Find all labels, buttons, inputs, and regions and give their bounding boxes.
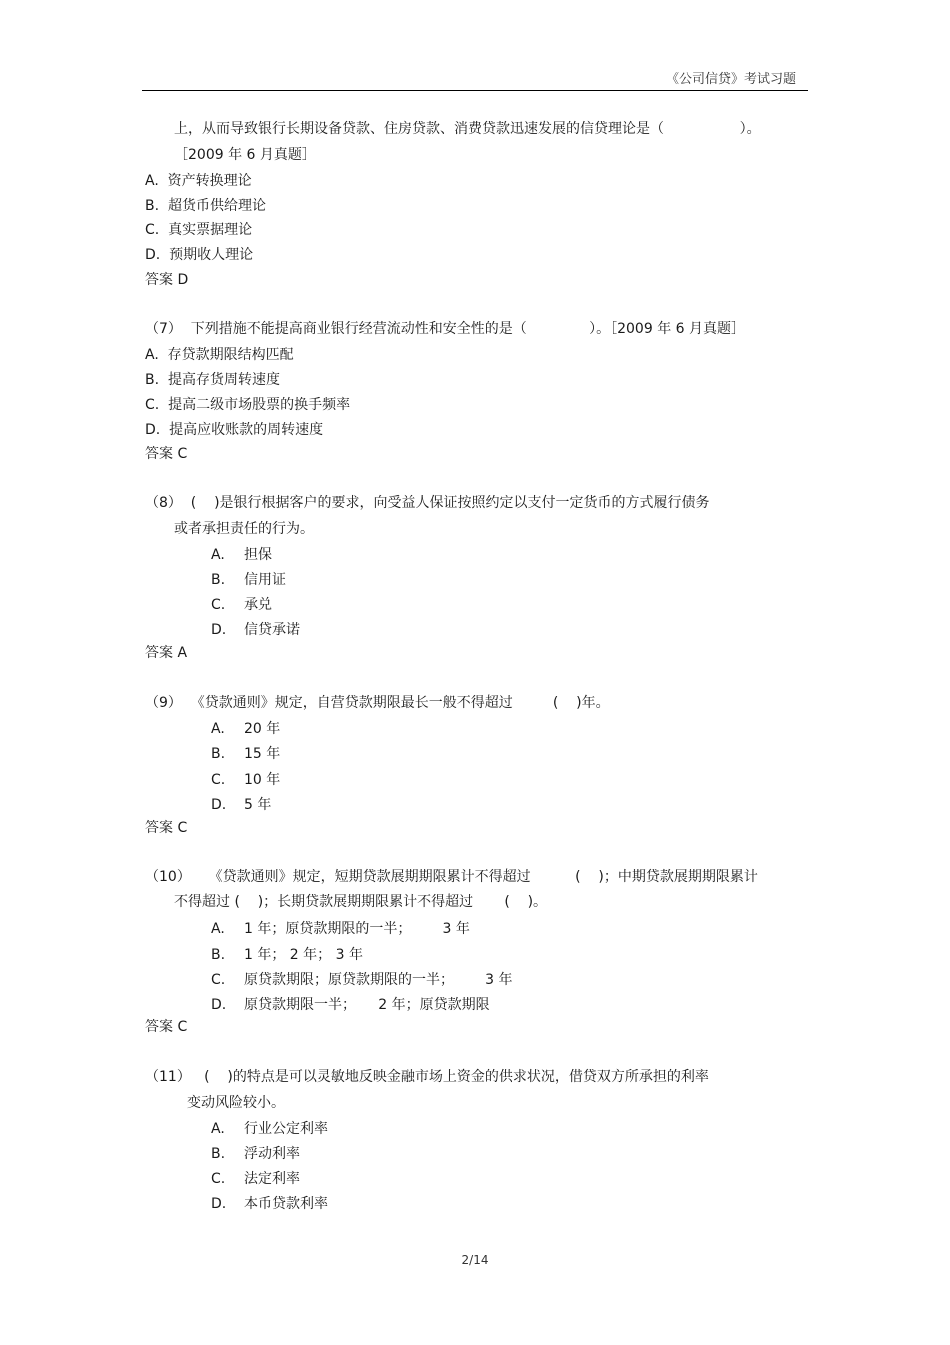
question-6-option-b: B. 超货币供给理论 <box>145 198 266 214</box>
question-10-option-a-letter: A. <box>211 921 225 937</box>
question-8-text: （8） ( )是银行根据客户的要求，向受益人保证按照约定以支付一定货币的方式履行债务 <box>145 495 710 511</box>
question-10-option-b-letter: B. <box>211 947 226 963</box>
question-11-option-b-text: 浮动利率 <box>244 1146 300 1162</box>
question-7-option-b: B. 提高存货周转速度 <box>145 372 280 388</box>
question-9-option-a-text: 20 年 <box>244 721 281 737</box>
question-7-option-a: A. 存贷款期限结构匹配 <box>145 347 294 363</box>
question-9-answer: 答案 C <box>145 820 188 836</box>
question-11-option-c-letter: C. <box>211 1171 226 1187</box>
question-7-answer: 答案 C <box>145 446 188 462</box>
page-number: 2/14 <box>461 1253 489 1267</box>
question-6-option-a: A. 资产转换理论 <box>145 173 252 189</box>
question-6-option-d: D. 预期收人理论 <box>145 247 254 263</box>
question-8-option-b-text: 信用证 <box>244 572 286 588</box>
question-8-option-d-letter: D. <box>211 622 227 638</box>
question-8-option-c-letter: C. <box>211 597 226 613</box>
question-7-option-d: D. 提高应收账款的周转速度 <box>145 422 324 438</box>
question-11-option-c-text: 法定利率 <box>244 1171 300 1187</box>
question-10-answer: 答案 C <box>145 1019 188 1035</box>
question-8-option-b-letter: B. <box>211 572 226 588</box>
question-10-option-c-letter: C. <box>211 972 226 988</box>
question-11-option-a-text: 行业公定利率 <box>244 1121 328 1137</box>
question-9-option-d-letter: D. <box>211 797 227 813</box>
question-6-text: 上，从而导致银行长期设备贷款、住房贷款、消费贷款迅速发展的信贷理论是（ ）。 <box>174 121 761 137</box>
question-10-option-b-text: 1 年； 2 年； 3 年 <box>244 947 363 963</box>
question-8-option-a-text: 担保 <box>244 547 272 563</box>
question-8-option-d-text: 信贷承诺 <box>244 622 300 638</box>
question-11-option-b-letter: B. <box>211 1146 226 1162</box>
question-11-option-a-letter: A. <box>211 1121 225 1137</box>
question-7-text: （7） 下列措施不能提高商业银行经营流动性和安全性的是（ ）。［2009 年 6 月真题］ <box>145 321 745 337</box>
question-9-text: （9） 《贷款通则》规定，自营贷款期限最长一般不得超过 ( )年。 <box>145 695 610 711</box>
question-9-option-c-letter: C. <box>211 772 226 788</box>
question-6-source: ［2009 年 6 月真题］ <box>174 147 316 163</box>
question-10-option-a-text: 1 年；原贷款期限的一半； 3 年 <box>244 921 470 937</box>
question-10-option-c-text: 原贷款期限；原贷款期限的一半； 3 年 <box>244 972 513 988</box>
question-11-option-d-letter: D. <box>211 1196 227 1212</box>
question-9-option-b-letter: B. <box>211 746 226 762</box>
question-6-answer: 答案 D <box>145 272 189 288</box>
question-9-option-c-text: 10 年 <box>244 772 281 788</box>
question-9-option-d-text: 5 年 <box>244 797 272 813</box>
question-9-option-a-letter: A. <box>211 721 225 737</box>
question-11-text: （11） ( )的特点是可以灵敏地反映金融市场上资金的供求状况，借贷双方所承担的利率 <box>145 1069 709 1085</box>
page-header <box>142 62 808 91</box>
question-7-option-c: C. 提高二级市场股票的换手频率 <box>145 397 351 413</box>
question-10-text: （10） 《贷款通则》规定，短期贷款展期期限累计不得超过 ( )；中期贷款展期期限累计 <box>145 869 758 885</box>
question-9-option-b-text: 15 年 <box>244 746 281 762</box>
question-10-option-d-text: 原贷款期限一半； 2 年；原贷款期限 <box>244 997 490 1013</box>
question-8-option-a-letter: A. <box>211 547 225 563</box>
question-8-answer: 答案 A <box>145 645 188 661</box>
document-title: 《公司信贷》考试习题 <box>665 72 796 87</box>
question-10-text-cont: 不得超过 ( )；长期贷款展期期限累计不得超过 ( )。 <box>174 894 548 910</box>
question-11-option-d-text: 本币贷款利率 <box>244 1196 328 1212</box>
question-10-option-d-letter: D. <box>211 997 227 1013</box>
question-11-text-cont: 变动风险较小。 <box>187 1095 285 1111</box>
question-8-option-c-text: 承兑 <box>244 597 272 613</box>
question-8-text-cont: 或者承担责任的行为。 <box>174 521 314 537</box>
question-6-option-c: C. 真实票据理论 <box>145 222 253 238</box>
